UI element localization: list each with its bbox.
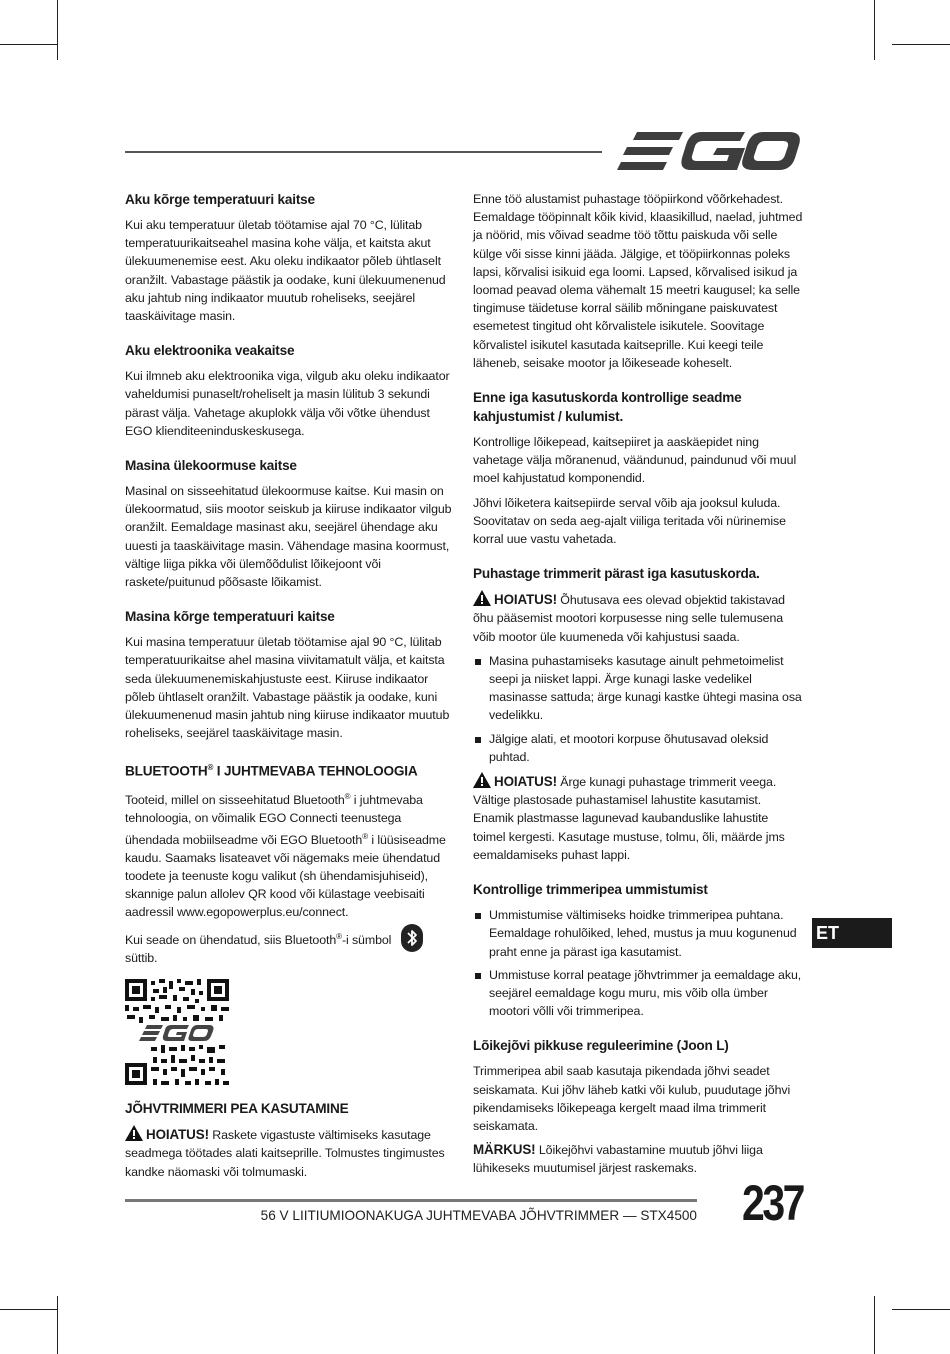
- paragraph: Kui aku temperatuur ületab töötamise ajal 70 °C, lülitab temperatuurikaitseahel masina kohe välja, et kaitsta akut ülekuumenemise eest. Aku oleku indikaator põleb ühtlaselt oranžilt. Vabastage päästik ja oodake, kuni ülekuumenenud aku jahtub ning indikaator muutub roheliseks, seejärel taaskäivitage masin.: [125, 218, 446, 324]
- right-column: [473, 190, 803, 1184]
- paragraph: Masinal on sisseehitatud ülekoormuse kaitse. Kui masin on ülekoormatud, siis mootor seiskub ja kiiruse indikaator vilgub oranžilt. Eemaldage masinast aku, seejärel ühendage aku uuesti ja taaskäivitage masin. Vähendage masina koormust, vältige liiga pikka või ülemõõdulist lõikejoont või raskete/puitunud põõsaste lõikamist.: [125, 484, 452, 590]
- paragraph: Tooteid, millel on sisseehitatud Bluetooth® i juhtmevaba tehnoloogia, on võimalik EGO Connecti teenustega ühendada mobiilseadme või EGO Bluetooth® i lüüsiseadme kaudu. Saamaks lisateavet või nägemaks meie ühendatud toodete ja teenuste kogu valikut (sh ühendamisjuhiseid), skannige palun allolev QR kood või külastage veebisaiti aadressil www.egopowerplus.eu/connect.: [125, 792, 446, 920]
- header-rule: [125, 151, 602, 153]
- paragraph: Kui seade on ühendatud, siis Bluetooth®-i sümbol süttib.: [125, 931, 392, 965]
- note-paragraph: MÄRKUS! Lõikejõhvi vabastamine muutub jõhvi liiga lühikeseks muutumisel järjest raskemaks.: [473, 1142, 763, 1176]
- paragraph: Trimmeripea abil saab kasutaja pikendada jõhvi seadet seiskamata. Kui jõhv läheb katki või kulub, puudutage jõhvi pikendamiseks lõikepeaga kergelt maad ilma trimmerit seiskamata.: [473, 1064, 791, 1133]
- crop-mark: [892, 44, 950, 45]
- footer-title: 56 V LIITIUMIOONAKUGA JUHTMEVABA JÕHVTRIMMER — STX4500: [260, 1208, 697, 1223]
- paragraph: Kontrollige lõikepead, kaitsepiiret ja aaskäepidet ning vahetage välja mõranenud, väändunud, paindunud või muul moel kahjustatud komponendid.: [473, 435, 797, 486]
- section-heading: Masina kõrge temperatuuri kaitse: [125, 609, 335, 625]
- section-heading: JÕHVTRIMMERI PEA KASUTAMINE: [125, 1101, 349, 1117]
- bluetooth-heading: BLUETOOTH® I JUHTMEVABA TEHNOLOOGIA: [125, 763, 418, 779]
- list-item: Masina puhastamiseks kasutage ainult pehmetoimelist seepi ja niisket lappi. Ärge kunagi laske vedelikel masinasse sattuda; ärge kunagi kastke ühtegi masina osa vedelikku.: [473, 652, 803, 725]
- section-heading: Masina ülekoormuse kaitse: [125, 458, 297, 474]
- section-heading: Aku kõrge temperatuuri kaitse: [125, 192, 315, 207]
- section-heading: Aku elektroonika veakaitse: [125, 343, 295, 359]
- list-item: Jälgige alati, et mootori korpuse õhutusavad oleksid puhtad.: [473, 730, 803, 766]
- warning-icon: [473, 590, 491, 606]
- paragraph: Jõhvi lõiketera kaitsepiirde serval võib aja jooksul kuluda. Soovitatav on seda aeg-ajalt viiliga teritada või nürinemise korral uue vastu vahetada.: [473, 495, 786, 547]
- list-item: Ummistuse korral peatage jõhvtrimmer ja eemaldage aku, seejärel eemaldage kogu muru, mis võib olla ümber mootori võlli või trimmeripea.: [473, 966, 803, 1021]
- paragraph: Kui masina temperatuur ületab töötamise ajal 90 °C, lülitab temperatuurikaitse ahel masina viivitamatult välja, et kaitsta seda ülekuumenemiskahjustuste eest. Kiiruse indikaator põleb ühtlaselt oranžilt. Vabastage päästik ja oodake, kuni ülekuumenenud masin jahtub ning kiiruse indikaator muutub roheliseks, seejärel taaskäivitage masin.: [125, 635, 450, 741]
- crop-mark: [0, 44, 58, 45]
- crop-mark: [874, 1296, 875, 1354]
- paragraph: Enne töö alustamist puhastage tööpiirkond võõrkehadest. Eemaldage tööpinnalt kõik kivid, klaasikillud, naelad, juhtmed ja nöörid, mis võivad seadme töö tõttu paiskuda või selle külge või sisse kinni jääda. Jälgige, et tööpiirkonnas poleks lapsi, kõrvalisi isikuid ega loomi. Lapsed, kõrvalised isikud ja loomad peavad olema vähemalt 15 meetri kaugusel; ka selle tingimuse täidetuse korral säilib mõningane paiskuvatest esemetest tingitud oht kõrvalistele isikutele. Soovitage kõrvalistel isikutel kasutada kaitseprille. Kui keegi teile läheneb, seisake mootor ja lõikeseade koheselt.: [473, 192, 803, 370]
- crop-mark: [57, 1296, 58, 1354]
- warning-paragraph: HOIATUS! Õhutusava ees olevad objektid takistavad õhu pääsemist mootori korpusesse ning selle tulemusena võib mootor üle kuumeneda või kahjustusi saada.: [473, 592, 785, 644]
- crop-mark: [892, 1309, 950, 1310]
- crop-mark: [874, 0, 875, 60]
- ego-logo: [617, 130, 800, 172]
- list-item: Ummistumise vältimiseks hoidke trimmeripea puhtana. Eemaldage rohulõiked, lehed, mustus ja muu kogunenud praht enne ja pärast iga kasutamist.: [473, 906, 803, 961]
- section-heading: Kontrollige trimmeripea ummistumist: [473, 882, 708, 898]
- section-heading: Puhastage trimmerit pärast iga kasutuskorda.: [473, 566, 760, 582]
- crop-mark: [57, 0, 58, 60]
- warning-icon: [125, 1125, 143, 1141]
- bluetooth-note: [125, 928, 455, 974]
- warning-icon: [473, 772, 491, 788]
- paragraph: Kui ilmneb aku elektroonika viga, vilgub aku oleku indikaator vaheldumisi punaselt/roheliselt ja masin lülitub 3 sekundi pärast välja. Vahetage akuplokk välja või võtke ühendust EGO klienditeeninduskeskusega.: [125, 369, 450, 438]
- section-heading: Lõikejõvi pikkuse reguleerimine (Joon L): [473, 1038, 729, 1054]
- footer-rule: [125, 1199, 697, 1202]
- warning-paragraph: HOIATUS! Raskete vigastuste vältimiseks kasutage seadmega töötades alati kaitseprille. Tolmustes tingimustes kandke näomaski või tolmumaski.: [125, 1127, 445, 1179]
- section-heading: Enne iga kasutuskorda kontrollige seadme kahjustumist / kulumist.: [473, 390, 742, 425]
- warning-paragraph: HOIATUS! Ärge kunagi puhastage trimmerit veega. Vältige plastosade puhastamisel lahustite kasutamist. Enamik plastmasse lagunevad kaubanduslike lahustite toimel kergesti. Kasutage mustuse, tolmu, õli, määrde jms eemaldamiseks puhast lappi.: [473, 774, 785, 862]
- bullet-list: [473, 652, 803, 766]
- qr-code: [125, 979, 229, 1085]
- language-tab: ET: [812, 918, 892, 948]
- crop-mark: [0, 1309, 58, 1310]
- bluetooth-icon: [401, 924, 423, 952]
- page-number: 237: [742, 1175, 804, 1231]
- left-column: [125, 190, 455, 1187]
- bullet-list: [473, 906, 803, 1020]
